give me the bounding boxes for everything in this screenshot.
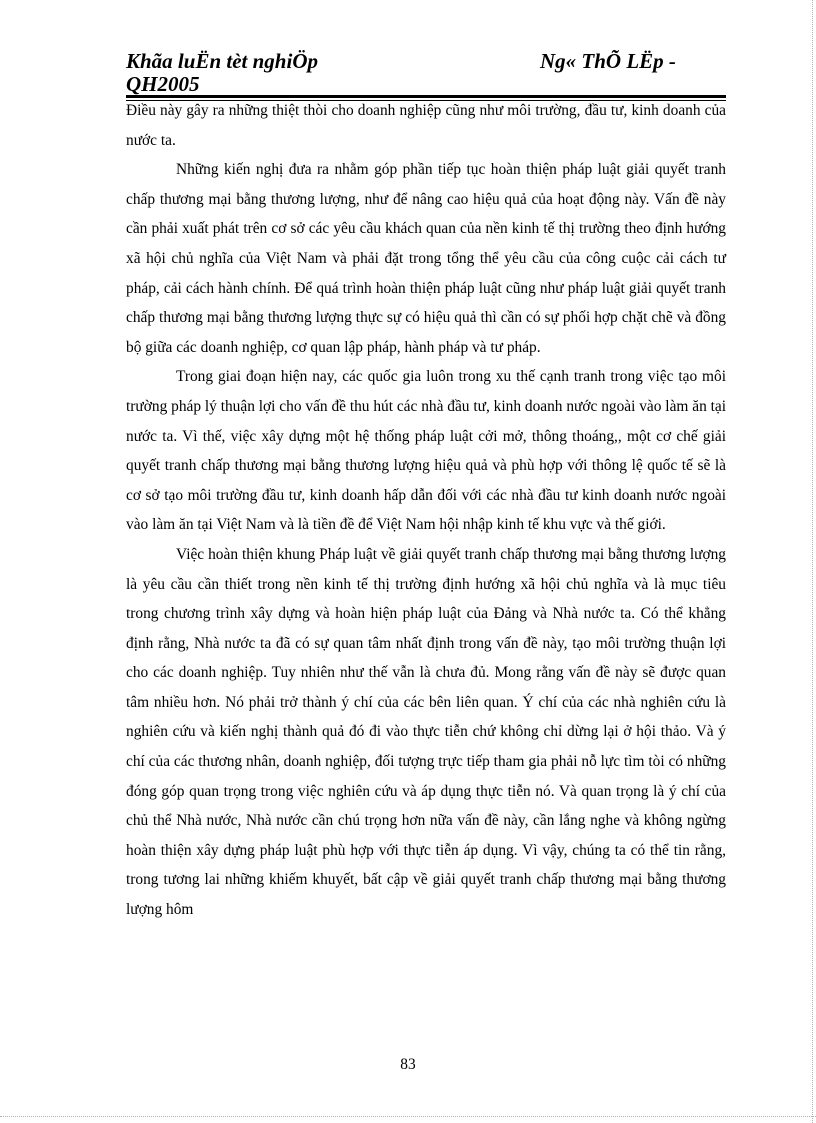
page-number: 83 xyxy=(400,1056,416,1073)
page-bottom-edge xyxy=(0,1116,816,1117)
paragraph-legal-framework: Việc hoàn thiện khung Pháp luật về giải quyết tranh chấp thương mại bằng thương lượng là yêu cầu cần thiết trong nền kinh tế thị trường định hướng xã hội chủ nghĩa và là mục tiêu trong chương trình xây dựng và hoàn hiện pháp luật của Đảng và Nhà nước ta. Có thể khẳng định rằng, Nhà nước ta đã có sự quan tâm nhất định trong vấn đề này, tạo môi trường thuận lợi cho các doanh nghiệp. Tuy nhiên như thế vẫn là chưa đủ. Mong rằng vấn đề này sẽ được quan tâm nhiều hơn. Nó phải trở thành ý chí của các bên liên quan. Ý chí của các nhà nghiên cứu là nghiên cứu và kiến nghị thành quả đó đi vào thực tiễn chứ không chỉ dừng lại ở hội thảo. Và ý chí của các thương nhân, doanh nghiệp, đối tượng trực tiếp tham gia phải nỗ lực tìm tòi có những đóng góp quan trọng trong việc nghiên cứu và áp dụng thực tiễn nó. Và quan trọng là ý chí của chủ thể Nhà nước, Nhà nước cần chú trọng hơn nữa vấn đề này, cần lắng nghe và không ngừng hoàn thiện xây dựng pháp luật phù hợp với thực tiễn áp dụng. Vì vậy, chúng ta có thể tin rằng, trong tương lai những khiếm khuyết, bất cập về giải quyết tranh chấp thương mại bằng thương lượng hôm xyxy=(126,545,726,919)
header-author-name: Ng« ThÕ LËp - xyxy=(540,49,676,73)
header-class-code: QH2005 xyxy=(126,72,200,96)
page-right-edge xyxy=(812,0,813,1123)
header-thesis-title: Khãa luËn tèt nghiÖp xyxy=(126,49,318,73)
body-text xyxy=(126,96,726,925)
paragraph-recommendations: Những kiến nghị đưa ra nhằm góp phần tiếp tục hoàn thiện pháp luật giải quyết tranh chấp thương mại bằng thương lượng, như để nâng cao hiệu quả của hoạt động này. Vấn đề này cần phải xuất phát trên cơ sở các yêu cầu khách quan của nền kinh tế thị trường theo định hướng xã hội chủ nghĩa của Việt Nam và phải đặt trong tổng thể yêu cầu của công cuộc cải cách tư pháp, cải cách hành chính. Để quá trình hoàn thiện pháp luật cũng như pháp luật giải quyết tranh chấp thương mại bằng thương lượng thực sự có hiệu quả thì cần có sự phối hợp chặt chẽ và đồng bộ giữa các doanh nghiệp, cơ quan lập pháp, hành pháp và tư pháp. xyxy=(126,161,726,356)
paragraph-continuation: Điều này gây ra những thiệt thòi cho doanh nghiệp cũng như môi trường, đầu tư, kinh doanh của nước ta. xyxy=(126,102,726,149)
page-header xyxy=(126,46,726,96)
paragraph-investment-environment: Trong giai đoạn hiện nay, các quốc gia luôn trong xu thế cạnh tranh trong việc tạo môi trường pháp lý thuận lợi cho vấn đề thu hút các nhà đầu tư, kinh doanh nước ngoài vào làm ăn tại nước ta. Vì thế, việc xây dựng một hệ thống pháp luật cởi mở, thông thoáng,, một cơ chế giải quyết tranh chấp thương mại bằng thương lượng hiệu quả và phù hợp với thông lệ quốc tế sẽ là cơ sở tạo môi trường đầu tư, kinh doanh hấp dẫn đối với các nhà đầu tư kinh doanh nước ngoài vào làm ăn tại Việt Nam và là tiền đề để Việt Nam hội nhập kinh tế khu vực và thế giới. xyxy=(126,368,726,534)
